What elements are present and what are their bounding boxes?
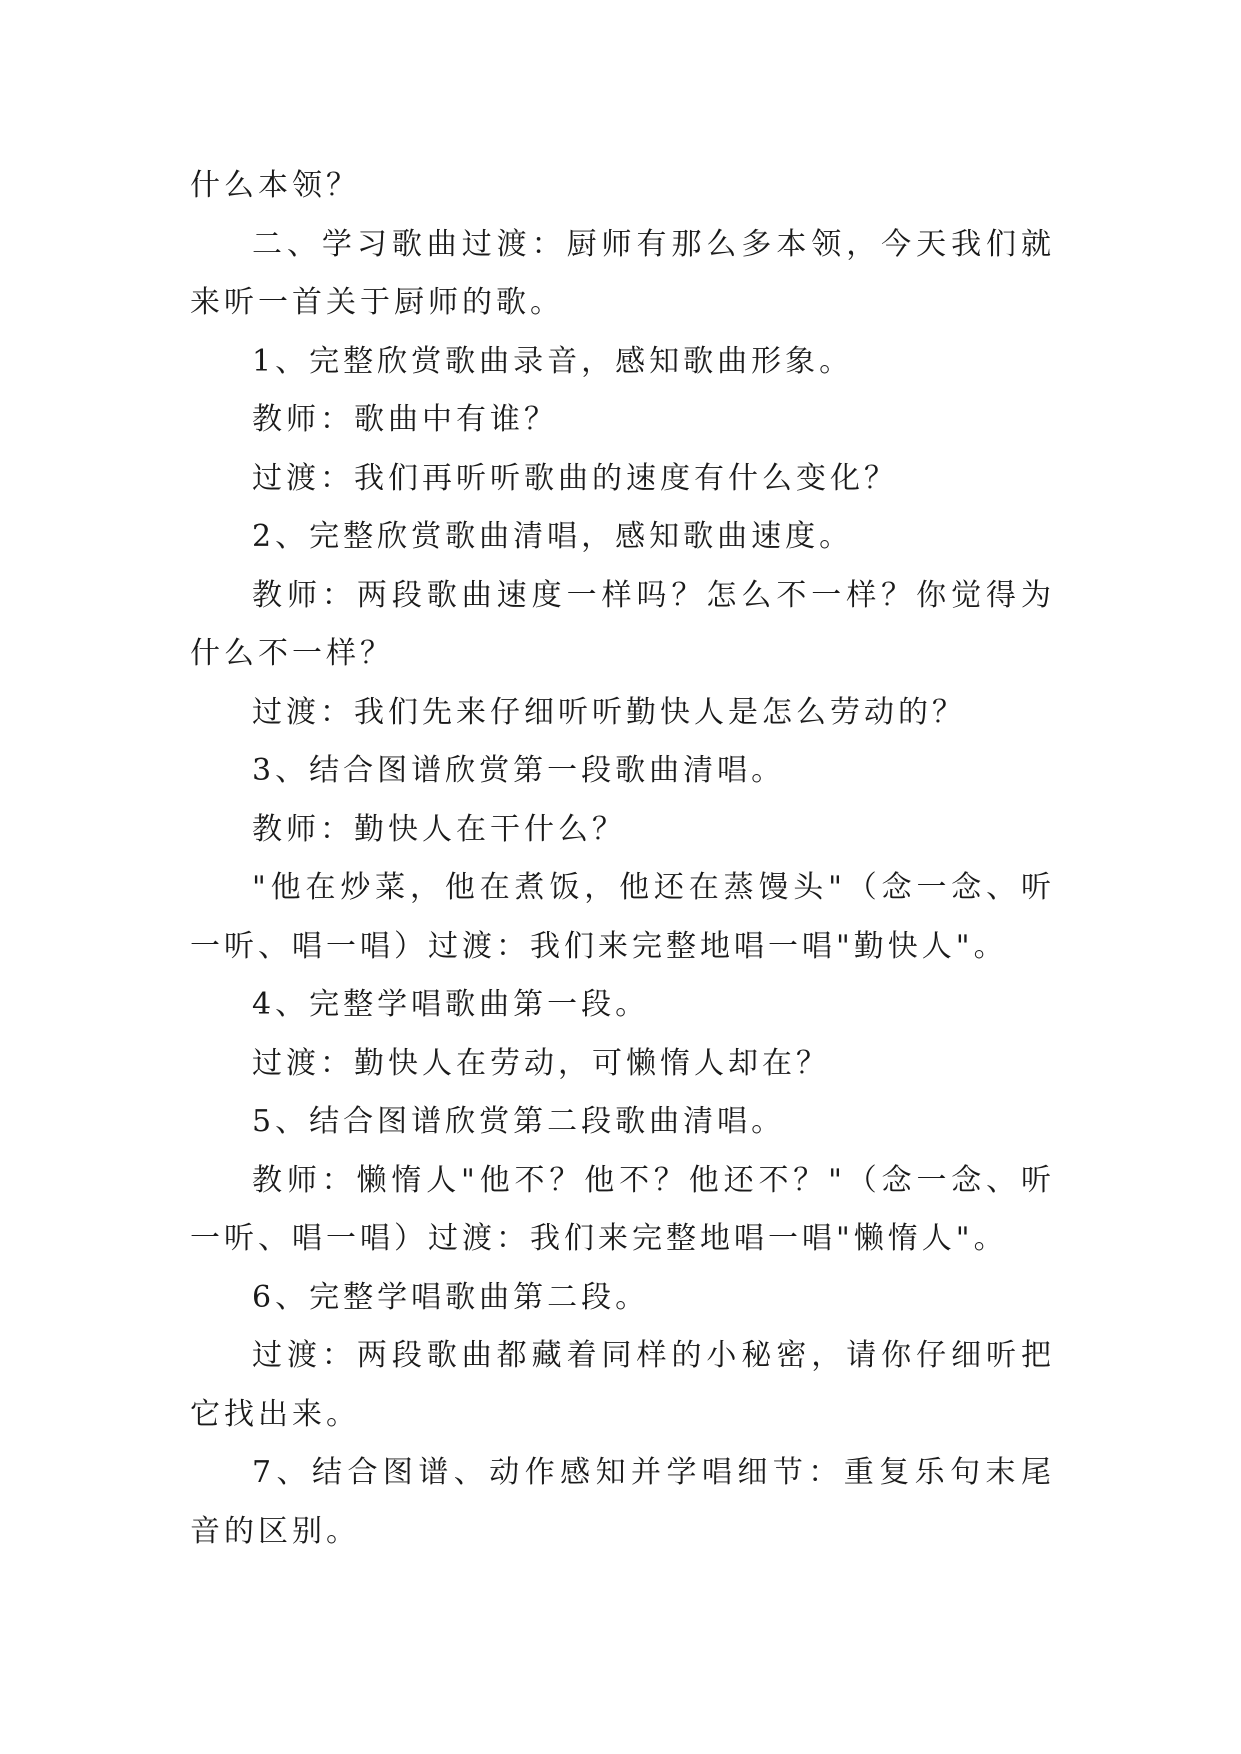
paragraph-teacher-question: 教师：勤快人在干什么？ xyxy=(252,811,626,847)
paragraph-transition: 过渡：我们先来仔细听听勤快人是怎么劳动的？ xyxy=(252,694,966,730)
paragraph-step-2: 2、完整欣赏歌曲清唱，感知歌曲速度。 xyxy=(252,519,854,554)
paragraph-step-7: 7、结合图谱、动作感知并学唱细节：重复乐句末尾音的区别。 xyxy=(190,1455,1055,1549)
paragraph-step-1: 1、完整欣赏歌曲录音，感知歌曲形象。 xyxy=(252,343,854,379)
document-body xyxy=(190,157,1055,1561)
paragraph-step-6: 6、完整学唱歌曲第二段。 xyxy=(252,1279,650,1315)
paragraph-transition: 过渡：两段歌曲都藏着同样的小秘密，请你仔细听把它找出来。 xyxy=(190,1338,1055,1432)
paragraph-transition: 过渡：勤快人在劳动，可懒惰人却在？ xyxy=(252,1045,830,1081)
paragraph-step-3: 3、结合图谱欣赏第一段歌曲清唱。 xyxy=(252,753,786,788)
paragraph-continuation: 什么本领？ xyxy=(190,168,360,203)
paragraph-step-4: 4、完整学唱歌曲第一段。 xyxy=(252,987,650,1022)
paragraph-step-5: 5、结合图谱欣赏第二段歌曲清唱。 xyxy=(252,1104,786,1139)
paragraph-lyrics-transition: "他在炒菜，他在煮饭，他还在蒸馒头"（念一念、听一听、唱一唱）过渡：我们来完整地唱一唱"勤快人"。 xyxy=(190,870,1055,964)
paragraph-transition: 过渡：我们再听听歌曲的速度有什么变化？ xyxy=(252,460,898,496)
paragraph-section-two: 二、学习歌曲过渡：厨师有那么多本领，今天我们就来听一首关于厨师的歌。 xyxy=(190,226,1055,320)
paragraph-teacher-question: 教师：歌曲中有谁？ xyxy=(252,402,558,437)
paragraph-teacher-question: 教师：两段歌曲速度一样吗？怎么不一样？你觉得为什么不一样？ xyxy=(190,577,1055,671)
paragraph-teacher-lyrics: 教师：懒惰人"他不？他不？他还不？"（念一念、听一听、唱一唱）过渡：我们来完整地唱一唱"懒惰人"。 xyxy=(190,1162,1055,1256)
